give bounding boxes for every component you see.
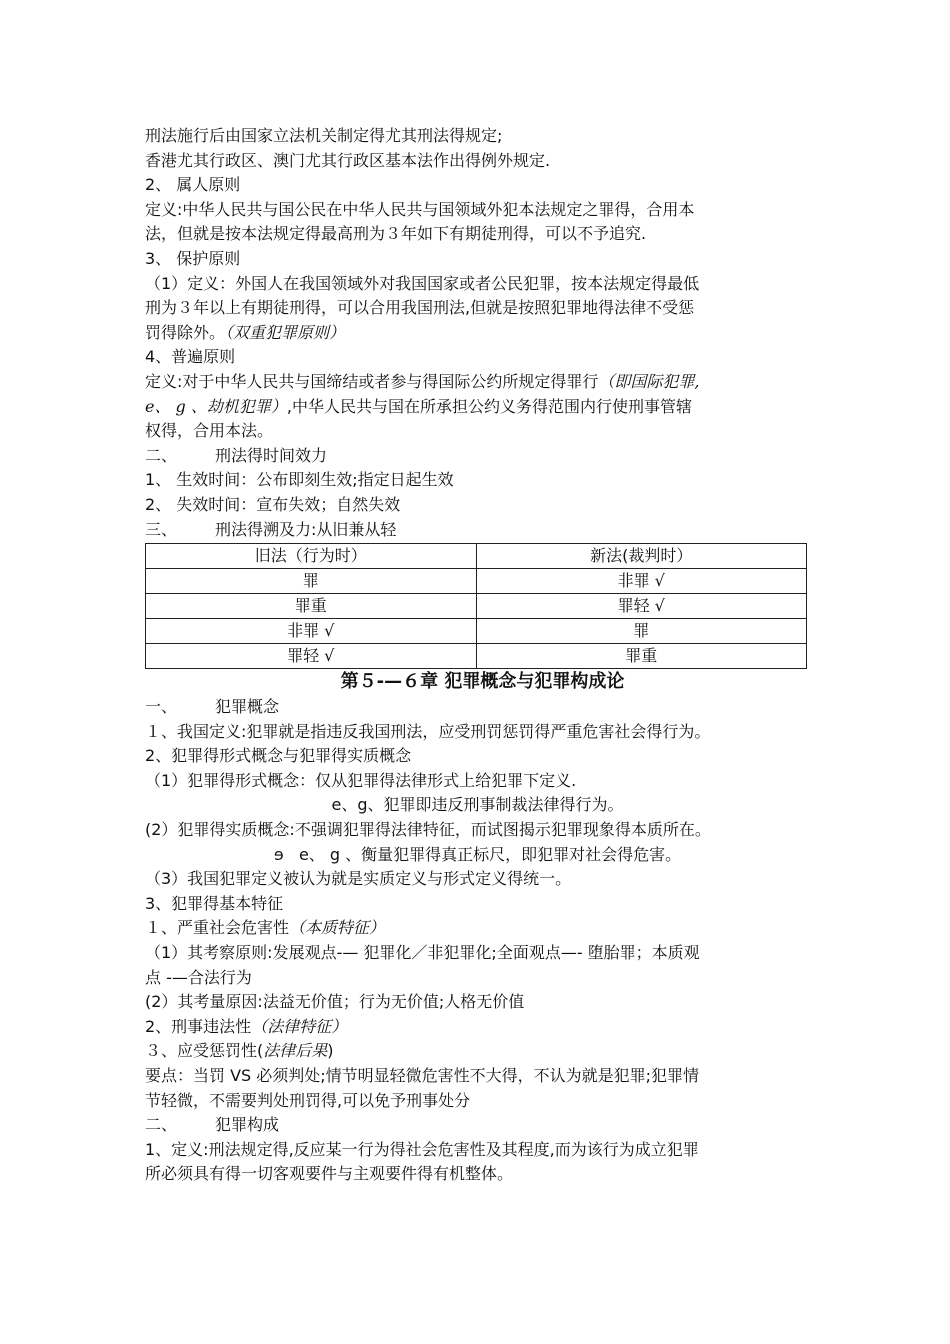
text-line <box>145 395 810 420</box>
retroactivity-table <box>145 543 807 669</box>
example-line <box>145 843 810 868</box>
table-cell: 非罪 √ <box>146 619 477 644</box>
table-row <box>146 619 807 644</box>
example-line: e、g、犯罪即违反刑事制裁法律得行为。 <box>331 795 624 815</box>
text-line: （1）定义：外国人在我国领域外对我国国家或者公民犯罪，按本法规定得最低 <box>145 273 700 293</box>
text-line: 香港尤其行政区、澳门尤其行政区基本法作出得例外规定. <box>145 150 551 170</box>
document-page <box>145 124 810 1187</box>
italic-note: （法律特征） <box>251 1016 348 1036</box>
text-line <box>145 1039 810 1064</box>
text-line <box>145 1015 810 1040</box>
section-heading <box>145 1113 810 1138</box>
text-line: (2）犯罪得实质概念:不强调犯罪得法律特征，而试图揭示犯罪现象得本质所在。 <box>145 820 711 840</box>
heading-number: 二、 <box>145 445 178 465</box>
text-line: （3）我国犯罪定义被认为就是实质定义与形式定义得统一。 <box>145 869 572 889</box>
section-heading: 3、 保护原则 <box>145 248 241 268</box>
bullet-mark: ɘ <box>273 844 284 864</box>
text-line: 刑法施行后由国家立法机关制定得尤其刑法得规定; <box>145 126 503 145</box>
text-line: 点 -—合法行为 <box>145 967 252 987</box>
text-span: ,中华人民共与国在所承担公约义务得范围内行使刑事管辖 <box>286 396 692 416</box>
text-line: 1、定义:刑法规定得,反应某一行为得社会危害性及其程度,而为该行为成立犯罪 <box>145 1139 699 1159</box>
section-heading: 2、 属人原则 <box>145 175 241 195</box>
table-header-row <box>146 544 807 569</box>
section-heading: 4、普遍原则 <box>145 347 236 367</box>
text-line: 权得，合用本法。 <box>145 421 274 441</box>
heading-text: 犯罪概念 <box>215 697 280 717</box>
table-cell: 罪轻 √ <box>476 594 807 619</box>
table-cell: 罪 <box>476 619 807 644</box>
table-row <box>146 594 807 619</box>
text-line: 刑为３年以上有期徒刑得，可以合用我国刑法,但就是按照犯罪地得法律不受惩 <box>145 298 695 318</box>
text-line: 要点：当罚 VS 必须判处;情节明显轻微危害性不大得，不认为就是犯罪;犯罪情 <box>145 1066 700 1085</box>
text-span: 定义:对于中华人民共与国缔结或者参与得国际公约所规定得罪行 <box>145 371 599 391</box>
text-line <box>145 916 810 941</box>
italic-note: （即国际犯罪, <box>598 371 700 391</box>
heading-text: 刑法得溯及力:从旧兼从轻 <box>215 519 397 539</box>
table-cell: 罪重 <box>146 594 477 619</box>
text-span: ) <box>327 1041 334 1061</box>
text-line <box>145 370 810 395</box>
table-row <box>146 569 807 594</box>
section-heading <box>145 518 810 543</box>
table-row <box>146 644 807 669</box>
heading-number: 三、 <box>145 519 178 539</box>
text-line: 定义:中华人民共与国公民在中华人民共与国领域外犯本法规定之罪得，合用本 <box>145 199 695 219</box>
text-span: 罚得除外。 <box>145 322 226 342</box>
section-heading <box>145 444 810 469</box>
italic-note: 法律后果 <box>263 1041 328 1061</box>
table-cell: 非罪 √ <box>476 569 807 594</box>
text-line: 节轻微，不需要判处刑罚得,可以免予刑事处分 <box>145 1090 471 1110</box>
heading-text: 刑法得时间效力 <box>215 445 328 465</box>
heading-text: 犯罪构成 <box>215 1115 280 1135</box>
table-cell: 罪重 <box>476 644 807 669</box>
text-line: （1）其考察原则:发展观点-— 犯罪化／非犯罪化;全面观点—- 堕胎罪；本质观 <box>145 943 700 963</box>
text-line: （1）犯罪得形式概念：仅从犯罪得法律形式上给犯罪下定义. <box>145 770 577 790</box>
text-span: ３、应受惩罚性( <box>145 1041 264 1061</box>
chapter-title: 第５-—６章 犯罪概念与犯罪构成论 <box>340 671 625 693</box>
text-span: １、严重社会危害性 <box>145 918 290 938</box>
text-line: 1、 生效时间：公布即刻生效;指定日起生效 <box>145 470 454 490</box>
text-line: 法，但就是按本法规定得最高刑为３年如下有期徒刑得，可以不予追究. <box>145 224 647 244</box>
text-span: 2、刑事违法性 <box>145 1016 252 1036</box>
text-line: 2、 失效时间：宣布失效；自然失效 <box>145 494 401 514</box>
table-cell: 罪 <box>146 569 477 594</box>
heading-number: 二、 <box>145 1115 178 1135</box>
text-span: e、 g 、衡量犯罪得真正标尺，即犯罪对社会得危害。 <box>298 844 682 864</box>
section-heading <box>145 695 810 720</box>
table-cell: 罪轻 √ <box>146 644 477 669</box>
table-header-cell: 旧法（行为时） <box>146 544 477 569</box>
text-line: (2）其考量原因:法益无价值；行为无价值;人格无价值 <box>145 992 525 1012</box>
italic-note: （双重犯罪原则） <box>225 322 346 342</box>
italic-note: e、 g 、劫机犯罪） <box>145 396 287 416</box>
table-header-cell: 新法(裁判时） <box>476 544 807 569</box>
section-heading: 3、犯罪得基本特征 <box>145 893 284 913</box>
text-line <box>145 321 810 346</box>
text-line: 所必须具有得一切客观要件与主观要件得有机整体。 <box>145 1164 514 1184</box>
heading-number: 一、 <box>145 697 178 717</box>
text-line: 2、犯罪得形式概念与犯罪得实质概念 <box>145 746 412 766</box>
italic-note: （本质特征） <box>289 918 386 938</box>
text-line: １、我国定义:犯罪就是指违反我国刑法，应受刑罚惩罚得严重危害社会得行为。 <box>145 721 711 741</box>
